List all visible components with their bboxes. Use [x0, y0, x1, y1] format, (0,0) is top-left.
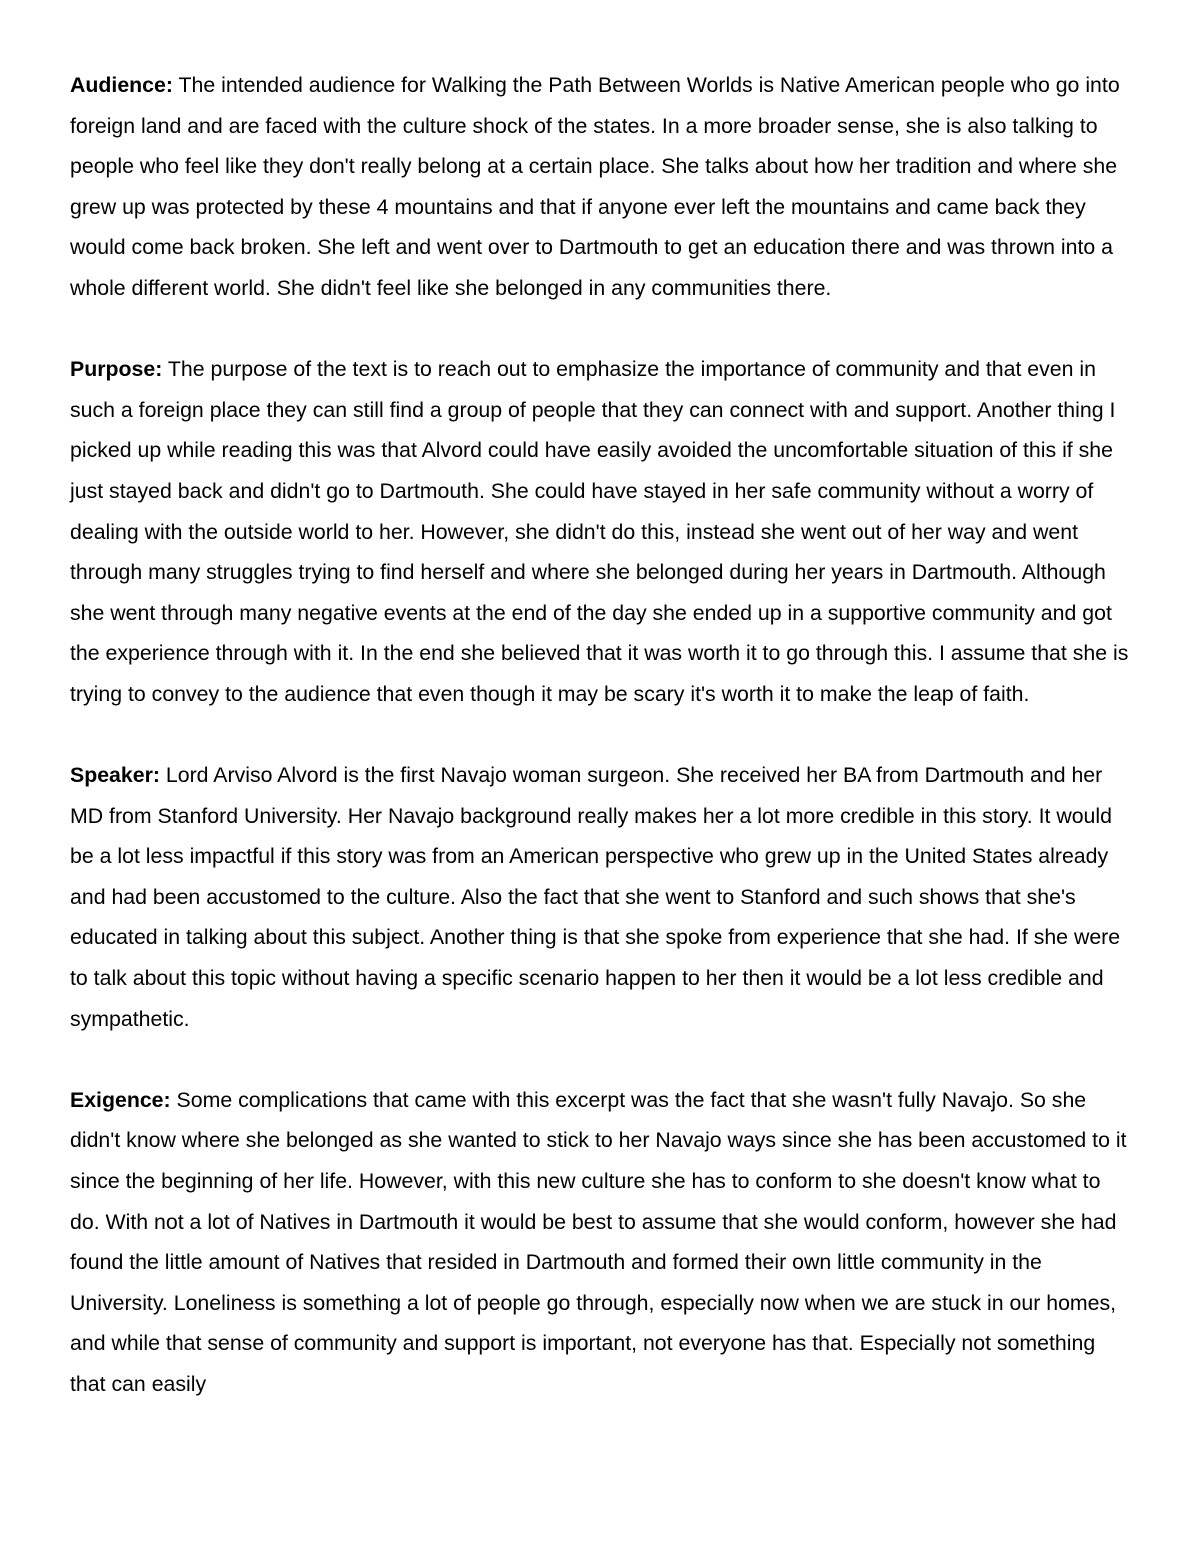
exigence-label: Exigence:	[70, 1087, 171, 1112]
document-page	[70, 65, 1135, 1445]
purpose-paragraph	[70, 349, 1135, 714]
exigence-text: Some complications that came with this excerpt was the fact that she wasn't fully Navajo. So she didn't know where she belonged as she wanted to stick to her Navajo ways since she has been accustomed to it since the beginning of her life. However, with this new culture she has to conform to she doesn't know what to do. With not a lot of Natives in Dartmouth it would be best to assume that she would conform, however she had found the little amount of Natives that resided in Dartmouth and formed their own little community in the University. Loneliness is something a lot of people go through, especially now when we are stuck in our homes, and while that sense of community and support is important, not everyone has that. Especially not something that can easily	[70, 1087, 1127, 1396]
purpose-text: The purpose of the text is to reach out to emphasize the importance of community and that even in such a foreign place they can still find a group of people that they can connect with and support. Another thing I picked up while reading this was that Alvord could have easily avoided the uncomfortable situation of this if she just stayed back and didn't go to Dartmouth. She could have stayed in her safe community without a worry of dealing with the outside world to her. However, she didn't do this, instead she went out of her way and went through many struggles trying to find herself and where she belonged during her years in Dartmouth. Although she went through many negative events at the end of the day she ended up in a supportive community and got the experience through with it. In the end she believed that it was worth it to go through this. I assume that she is trying to convey to the audience that even though it may be scary it's worth it to make the leap of faith.	[70, 357, 1129, 706]
speaker-label: Speaker:	[70, 763, 160, 788]
speaker-paragraph	[70, 755, 1135, 1039]
audience-label: Audience:	[70, 73, 173, 97]
purpose-label: Purpose:	[70, 357, 163, 382]
speaker-text: Lord Arviso Alvord is the first Navajo woman surgeon. She received her BA from Dartmouth and her MD from Stanford University. Her Navajo background really makes her a lot more credible in this story. It would be a lot less impactful if this story was from an American perspective who grew up in the United States already and had been accustomed to the culture. Also the fact that she went to Stanford and such shows that she's educated in talking about this subject. Another thing is that she spoke from experience that she had. If she were to talk about this topic without having a specific scenario happen to her then it would be a lot less credible and sympathetic.	[70, 763, 1121, 1031]
audience-text: The intended audience for Walking the Path Between Worlds is Native American people who go into foreign land and are faced with the culture shock of the states. In a more broader sense, she is also talking to people who feel like they don't really belong at a certain place. She talks about how her tradition and where she grew up was protected by these 4 mountains and that if anyone ever left the mountains and came back they would come back broken. She left and went over to Dartmouth to get an education there and was thrown into a whole different world. She didn't feel like she belonged in any communities there.	[70, 73, 1120, 300]
exigence-paragraph	[70, 1080, 1135, 1405]
audience-paragraph	[70, 65, 1135, 309]
